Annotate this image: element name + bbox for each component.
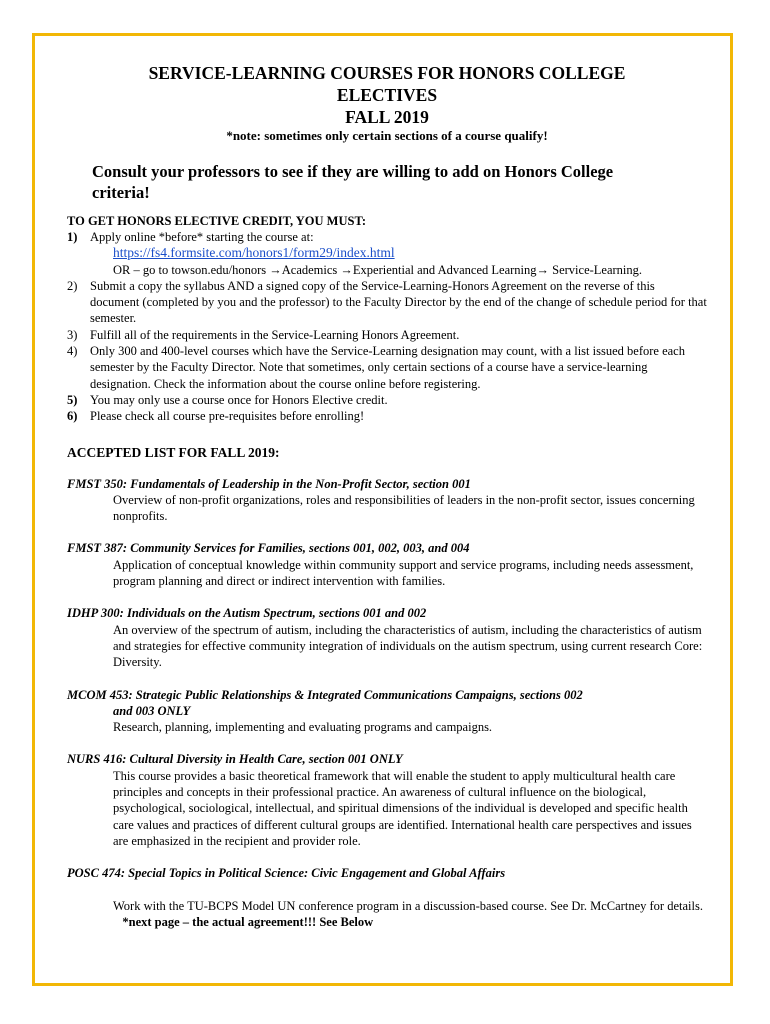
requirement-item-6 [67, 408, 707, 424]
course-title: MCOM 453: Strategic Public Relationships & Integrated Communications Campaigns, sections 002 [67, 687, 583, 702]
course-description: This course provides a basic theoretical framework that will enable the student to apply multicultural health care principles and concepts in their professional practice. An awareness of cultural influence on the biological, psychological, sociological, intellectual, and spiritual dimensions of the individual is developed and specific health care values and practices of different cultural groups are identified. International health care perspectives and issues are emphasized in the recipient and provider role. [113, 768, 692, 848]
requirement-item-4 [67, 343, 707, 392]
requirement-text: Apply online *before* starting the course at: [90, 230, 314, 244]
course-description: Overview of non-profit organizations, roles and responsibilities of leaders in the non-profit sector, issues concerning nonprofits. [113, 492, 695, 524]
course-description: Application of conceptual knowledge within community support and service programs, including needs assessment, program planning and direct or indirect intervention with families. [113, 557, 694, 589]
title-line-3: FALL 2019 [345, 107, 429, 127]
requirements-list [67, 229, 707, 425]
requirement-number: 4) [67, 344, 78, 359]
course-title: POSC 474: Special Topics in Political Science: Civic Engagement and Global Affairs [67, 866, 506, 881]
course-title: FMST 387: Community Services for Families, sections 001, 002, 003, and 004 [67, 541, 470, 556]
requirement-number: 3) [67, 327, 78, 342]
course-posc-474 [67, 865, 707, 930]
consult-line-1: Consult your professors to see if they are willing to add on Honors College [92, 162, 614, 181]
or-instructions: OR – go to towson.edu/honors →Academics →Experiential and Advanced Learning→ Service-Learning. [113, 262, 643, 277]
course-mcom-453 [67, 687, 707, 736]
requirement-number: 5) [67, 392, 78, 407]
course-title: NURS 416: Cultural Diversity in Health Care, section 001 ONLY [67, 752, 403, 767]
requirement-text: You may only use a course once for Honors Elective credit. [90, 392, 388, 407]
requirement-item-2 [67, 278, 707, 327]
requirement-text: Fulfill all of the requirements in the Service-Learning Honors Agreement. [90, 327, 460, 342]
course-description: Research, planning, implementing and evaluating programs and campaigns. [113, 720, 493, 735]
requirement-item-5 [67, 392, 707, 408]
course-idhp-300 [67, 605, 707, 670]
requirement-number: 1) [67, 230, 78, 244]
course-fmst-350 [67, 476, 707, 525]
course-title: FMST 350: Fundamentals of Leadership in the Non-Profit Sector, section 001 [67, 476, 471, 491]
course-description: Work with the TU-BCPS Model UN conference program in a discussion-based course. See Dr. McCartney for details. [113, 898, 703, 913]
course-fmst-387 [67, 540, 707, 589]
course-description: An overview of the spectrum of autism, including the characteristics of autism, including the characteristics of autism and strategies for effective community integration of individuals on the autism spectrum, using current research Core: Diversity. [113, 622, 703, 670]
section-note: *note: sometimes only certain sections of a course qualify! [226, 128, 548, 143]
title-line-1: SERVICE-LEARNING COURSES FOR HONORS COLLEGE [148, 63, 626, 83]
document-content [67, 62, 707, 930]
honors-form-link[interactable]: https://fs4.formsite.com/honors1/form29/index.html [113, 245, 395, 261]
requirement-text: Submit a copy the syllabus AND a signed copy of the Service-Learning-Honors Agreement on the reverse of this document (completed by you and the professor) to the Faculty Director by the end of the change of schedule period for that semester. [90, 278, 707, 326]
requirement-text: Only 300 and 400-level courses which have the Service-Learning designation may count, with a list issued before each semester by the Faculty Director. Note that sometimes, only certain sections of a course have a service-learning designation. Check the information about the course online before registering. [90, 344, 685, 391]
requirements-heading: TO GET HONORS ELECTIVE CREDIT, YOU MUST: [67, 214, 367, 228]
requirement-number: 2) [67, 278, 78, 293]
consult-line-2: criteria! [92, 183, 150, 202]
title-line-2: ELECTIVES [336, 85, 438, 105]
requirement-text: Please check all course pre-requisites before enrolling! [90, 409, 365, 424]
requirement-item-3 [67, 327, 707, 343]
accepted-list-heading: ACCEPTED LIST FOR FALL 2019: [67, 444, 280, 460]
next-page-note: *next page – the actual agreement!!! See Below [122, 914, 374, 929]
requirement-item-1 [67, 229, 707, 278]
course-title: IDHP 300: Individuals on the Autism Spectrum, sections 001 and 002 [67, 606, 427, 621]
course-title-continued: and 003 ONLY [113, 703, 191, 718]
requirement-number: 6) [67, 409, 78, 424]
course-nurs-416 [67, 751, 707, 849]
